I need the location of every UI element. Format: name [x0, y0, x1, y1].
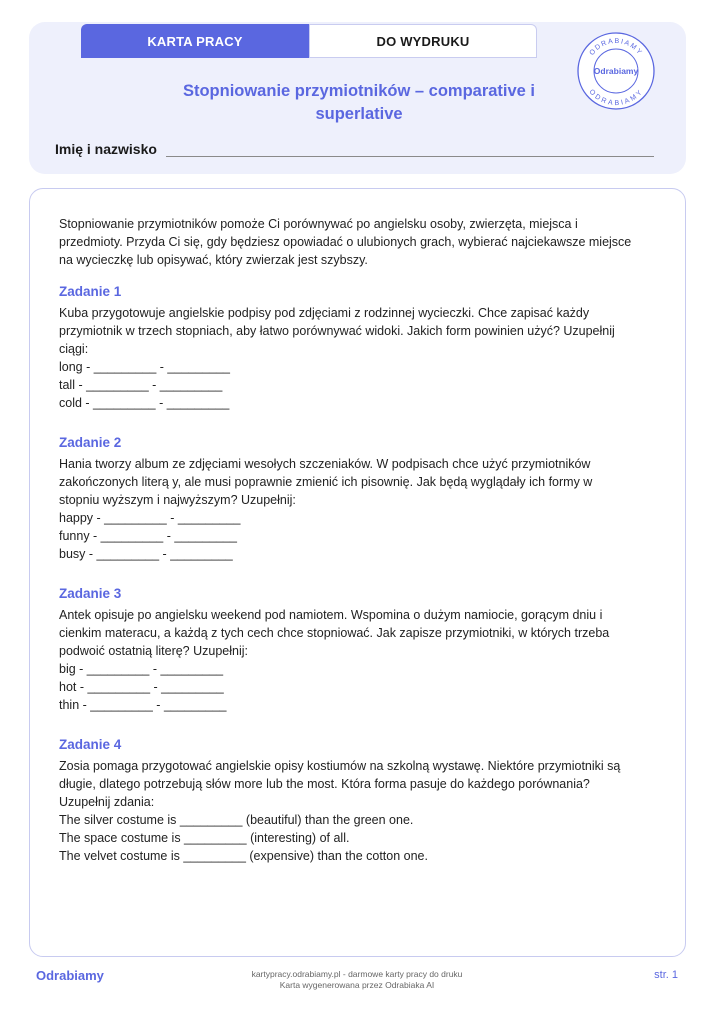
intro-line: Stopniowanie przymiotników pomoże Ci porównywać po angielsku osoby, zwierzęta, miejsca i — [59, 217, 578, 231]
intro-paragraph — [59, 215, 659, 269]
task-title: Zadanie 4 — [59, 737, 122, 752]
name-label: Imię i nazwisko — [55, 141, 157, 157]
task-3 — [59, 585, 659, 714]
answer-line[interactable]: busy - _________ - _________ — [59, 547, 233, 561]
intro-line: na wycieczkę lub opisywać, który zwierzak jest szybszy. — [59, 253, 368, 267]
page-title — [149, 80, 569, 126]
task-line: cienkim materacu, a każdą z tych cech chce stopniować. Jak zapisze przymiotniki, w których trzeba — [59, 626, 610, 640]
footer-url-line[interactable]: kartypracy.odrabiamy.pl - darmowe karty pracy do druku — [251, 969, 463, 979]
task-line: Uzupełnij zdania: — [59, 795, 155, 809]
answer-line[interactable]: cold - _________ - _________ — [59, 396, 230, 410]
answer-line[interactable]: happy - _________ - _________ — [59, 511, 241, 525]
task-title: Zadanie 2 — [59, 435, 122, 450]
task-line: ciągi: — [59, 342, 89, 356]
footer-brand[interactable]: Odrabiamy — [36, 968, 104, 983]
answer-line[interactable]: The space costume is _________ (interesting) of all. — [59, 831, 350, 845]
stamp-center-text: Odrabiamy — [593, 66, 639, 76]
answer-line[interactable]: hot - _________ - _________ — [59, 680, 224, 694]
task-title: Zadanie 1 — [59, 284, 122, 299]
tab-do-wydruku[interactable]: DO WYDRUKU — [309, 24, 537, 58]
task-line: zakończonych literą y, ale musi poprawnie zmienić ich pisownię. Jak będą wyglądały ich formy w — [59, 475, 593, 489]
tab-karta-pracy[interactable]: KARTA PRACY — [81, 24, 309, 58]
answer-line[interactable]: funny - _________ - _________ — [59, 529, 237, 543]
task-title: Zadanie 3 — [59, 586, 122, 601]
intro-line: przedmioty. Przyda Ci się, gdy będziesz opowiadać o ulubionych grach, wybierać najciekawsze miejsce — [59, 235, 632, 249]
answer-line[interactable]: The velvet costume is _________ (expensive) than the cotton one. — [59, 849, 428, 863]
task-line: Hania tworzy album ze zdjęciami wesołych szczeniaków. W podpisach chce użyć przymiotników — [59, 457, 591, 471]
answer-line[interactable]: tall - _________ - _________ — [59, 378, 223, 392]
stamp-ring-top: ODRABIAMY — [588, 37, 644, 57]
answer-line[interactable]: The silver costume is _________ (beautiful) than the green one. — [59, 813, 414, 827]
page-number: str. 1 — [654, 969, 678, 981]
answer-line[interactable]: big - _________ - _________ — [59, 662, 224, 676]
title-line-1: Stopniowanie przymiotników – comparative i — [182, 82, 536, 100]
tab-bar — [81, 24, 538, 58]
task-line: podwoić ostatnią literę? Uzupełnij: — [59, 644, 248, 658]
answer-line[interactable]: thin - _________ - _________ — [59, 698, 227, 712]
odrabiamy-stamp-logo — [576, 31, 656, 111]
task-line: Antek opisuje po angielsku weekend pod namiotem. Wspomina o dużym namiocie, gorącym dniu i — [59, 608, 603, 622]
title-line-2: superlative — [315, 105, 403, 123]
content-card — [29, 188, 686, 957]
task-line: Kuba przygotowuje angielskie podpisy pod zdjęciami z rodzinnej wycieczki. Chce zapisać każdy — [59, 306, 590, 320]
task-line: stopniu wyższym i najwyższym? Uzupełnij: — [59, 493, 296, 507]
answer-line[interactable]: long - _________ - _________ — [59, 360, 230, 374]
footer-generated-line: Karta wygenerowana przez Odrabiaka AI — [279, 980, 435, 990]
name-field-line[interactable] — [166, 156, 654, 157]
footer-info — [207, 969, 507, 991]
task-4 — [59, 736, 659, 865]
task-2 — [59, 434, 659, 563]
task-1 — [59, 283, 659, 412]
stamp-ring-bottom: ODRABIAMY — [587, 88, 645, 108]
task-line: przymiotnik w trzech stopniach, aby łatwo porównywać widoki. Jakich form powinien użyć? Uzupełnij — [59, 324, 615, 338]
task-line: długie, dlatego potrzebują słów more lub the most. Która forma pasuje do każdego porównania? — [59, 777, 590, 791]
task-line: Zosia pomaga przygotować angielskie opisy kostiumów na szkolną wystawę. Niektóre przymiotniki są — [59, 759, 621, 773]
worksheet-content — [59, 215, 659, 865]
